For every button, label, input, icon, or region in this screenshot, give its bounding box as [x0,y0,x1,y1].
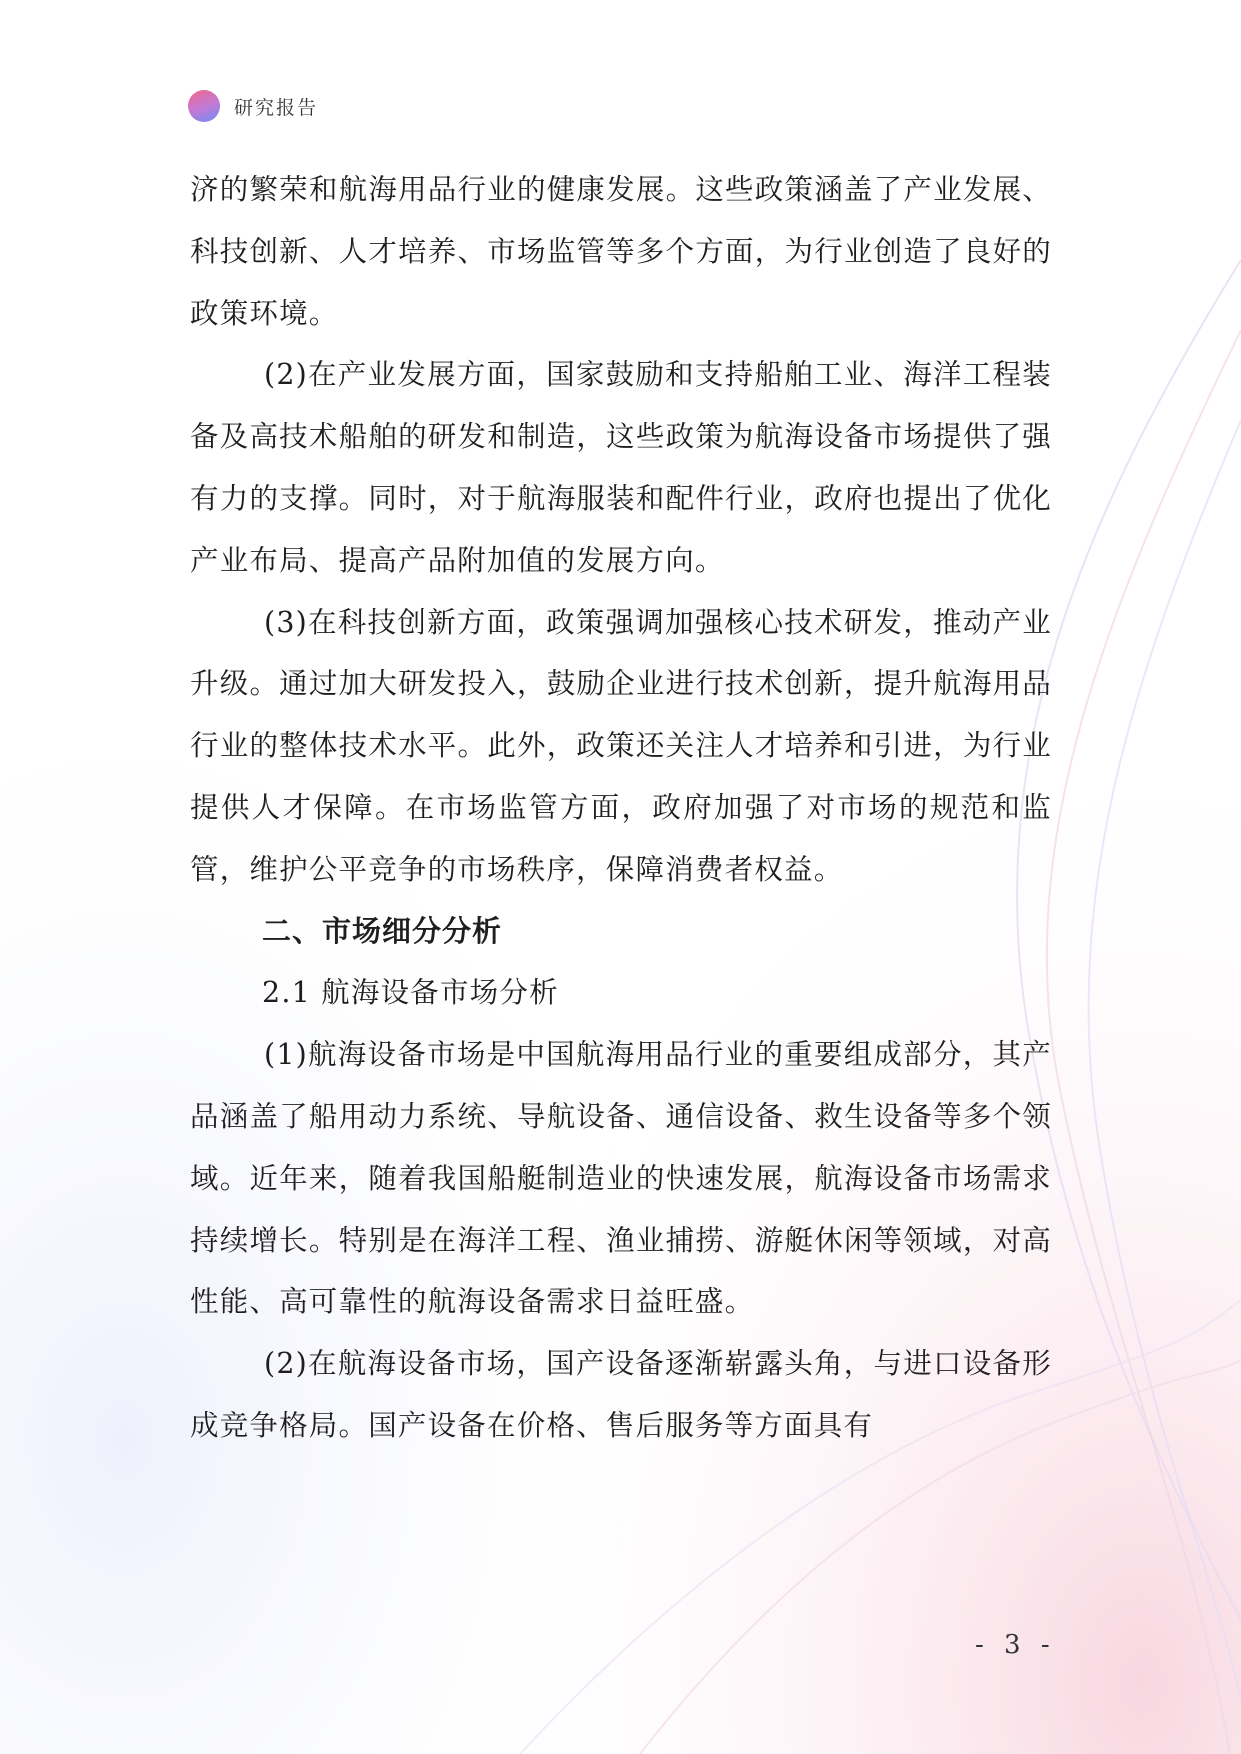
header-label: 研究报告 [234,96,319,119]
page-number: - 3 - [975,1630,1056,1660]
paragraph-5: (2)在航海设备市场，国产设备逐渐崭露头角，与进口设备形成竞争格局。国产设备在价格、售后服务等方面具有 [190,1347,1052,1442]
paragraph-1: 济的繁荣和航海用品行业的健康发展。这些政策涵盖了产业发展、科技创新、人才培养、市场监管等多个方面，为行业创造了良好的政策环境。 [190,173,1052,330]
paragraph-4: (1)航海设备市场是中国航海用品行业的重要组成部分，其产品涵盖了船用动力系统、导航设备、通信设备、救生设备等多个领域。近年来，随着我国船艇制造业的快速发展，航海设备市场需求持续增长。特别是在海洋工程、渔业捕捞、游艇休闲等领域，对高性能、高可靠性的航海设备需求日益旺盛。 [190,1038,1052,1319]
section-heading: 二、市场细分分析 [262,913,503,948]
paragraph-3: (3)在科技创新方面，政策强调加强核心技术研发，推动产业升级。通过加大研发投入，鼓励企业进行技术创新，提升航海用品行业的整体技术水平。此外，政策还关注人才培养和引进，为行业提供人才保障。在市场监管方面，政府加强了对市场的规范和监管，维护公平竞争的市场秩序，保障消费者权益。 [190,605,1052,886]
page-header [188,89,318,123]
document-body [190,159,1052,1457]
logo-icon [188,90,220,122]
subsection-heading: 2.1 航海设备市场分析 [262,976,559,1010]
paragraph-2: (2)在产业发展方面，国家鼓励和支持船舶工业、海洋工程装备及高技术船舶的研发和制造，这些政策为航海设备市场提供了强有力的支撑。同时，对于航海服装和配件行业，政府也提出了优化产业布局、提高产品附加值的发展方向。 [190,358,1052,577]
